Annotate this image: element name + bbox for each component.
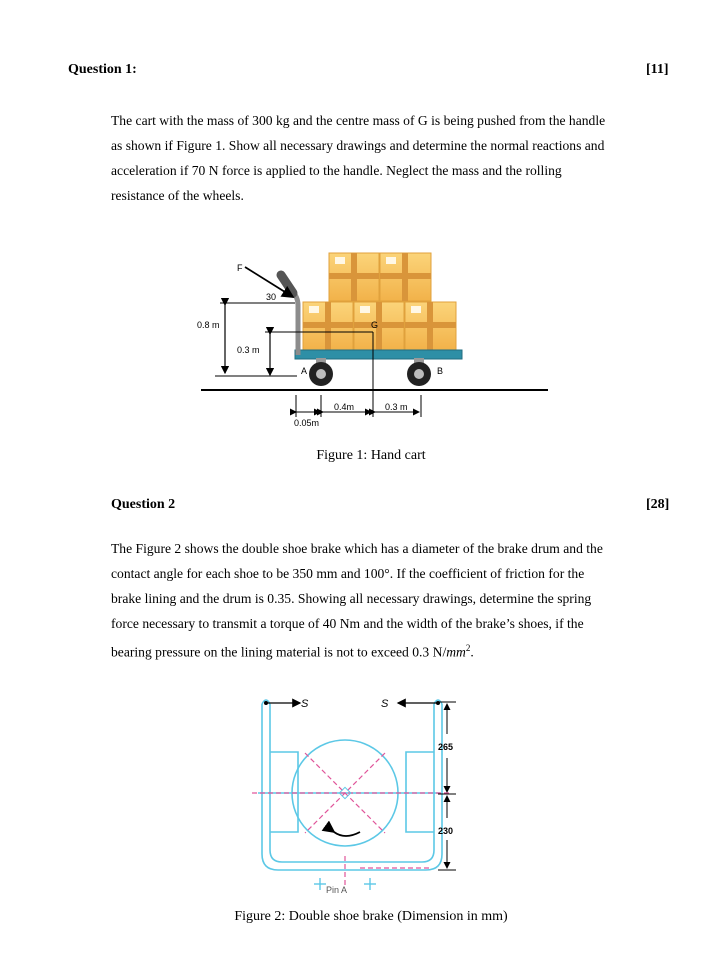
question-1-marks: [11] xyxy=(646,62,669,77)
boxes xyxy=(303,253,456,350)
dim-005-label: 0.05m xyxy=(294,418,320,428)
figure-2-caption: Figure 2: Double shoe brake (Dimension in mm) xyxy=(234,909,508,924)
q2-line-3: brake lining and the drum is 0.35. Showing all necessary drawings, determine the spring xyxy=(111,591,592,606)
brake-frame-inner xyxy=(270,704,434,862)
unit-mm: mm xyxy=(446,644,466,660)
figure-1-caption: Figure 1: Hand cart xyxy=(316,448,426,463)
spring-force-right-label: S xyxy=(381,698,389,710)
q2-line-5-end: . xyxy=(470,644,474,660)
spring-force-left-label: S xyxy=(301,698,309,710)
q2-line-4: force necessary to transmit a torque of 40 Nm and the width of the brake’s shoes, if the xyxy=(111,616,584,631)
box-bottom-3 xyxy=(405,302,456,350)
contact-angle-lines xyxy=(252,753,450,886)
pin-a-label: Pin A xyxy=(326,885,348,895)
wheel-a xyxy=(309,358,333,386)
box-bottom-2 xyxy=(354,302,404,350)
wheel-a-label: A xyxy=(301,366,308,376)
rotation-arrow xyxy=(334,832,360,836)
angle-label: 30 xyxy=(266,292,277,302)
q2-line-1: The Figure 2 shows the double shoe brake which has a diameter of the brake drum and the xyxy=(111,541,603,556)
hand-cart-figure xyxy=(195,245,555,435)
q1-line-1: The cart with the mass of 300 kg and the centre mass of G is being pushed from the handle xyxy=(111,113,606,128)
height-03-label: 0.3 m xyxy=(237,345,260,355)
dim-230-label: 230 xyxy=(438,826,454,836)
height-08-label: 0.8 m xyxy=(197,320,220,330)
q2-line-2: contact angle for each shoe to be 350 mm and 100°. If the coefficient of friction for the xyxy=(111,566,585,581)
q2-line-5 xyxy=(111,636,631,665)
box-bottom-1 xyxy=(303,302,353,350)
question-2-title: Question 2 xyxy=(111,497,176,512)
unit-exponent: 2 xyxy=(465,643,471,653)
force-label: F xyxy=(237,263,243,273)
left-brake-shoe xyxy=(270,752,298,832)
left-pivot-dot xyxy=(264,701,268,705)
dim-04-label: 0.4m xyxy=(334,402,355,412)
wheel-b-label: B xyxy=(437,366,444,376)
question-1-title: Question 1: xyxy=(68,62,137,77)
cart-platform xyxy=(295,350,462,359)
q1-line-4: resistance of the wheels. xyxy=(111,188,244,203)
q2-line-5-text: bearing pressure on the lining material is not to exceed 0.3 N/ xyxy=(111,644,447,660)
q1-line-3: acceleration if 70 N force is applied to the handle. Neglect the mass and the rolling xyxy=(111,163,562,178)
box-top-left xyxy=(329,253,379,301)
cart-handle xyxy=(292,291,298,355)
dim-03-label: 0.3 m xyxy=(385,402,408,412)
question-2-text xyxy=(111,536,631,665)
q1-line-2: as shown if Figure 1. Show all necessary drawings and determine the normal reactions and xyxy=(111,138,605,153)
right-brake-shoe xyxy=(406,752,434,832)
center-mass-label: G xyxy=(371,320,379,330)
double-shoe-brake-figure xyxy=(250,690,470,900)
wheel-b xyxy=(407,358,431,386)
dim-265-label: 265 xyxy=(438,742,454,752)
box-top-right xyxy=(380,253,431,301)
question-1-text xyxy=(111,108,631,208)
question-2-marks: [28] xyxy=(646,497,670,512)
